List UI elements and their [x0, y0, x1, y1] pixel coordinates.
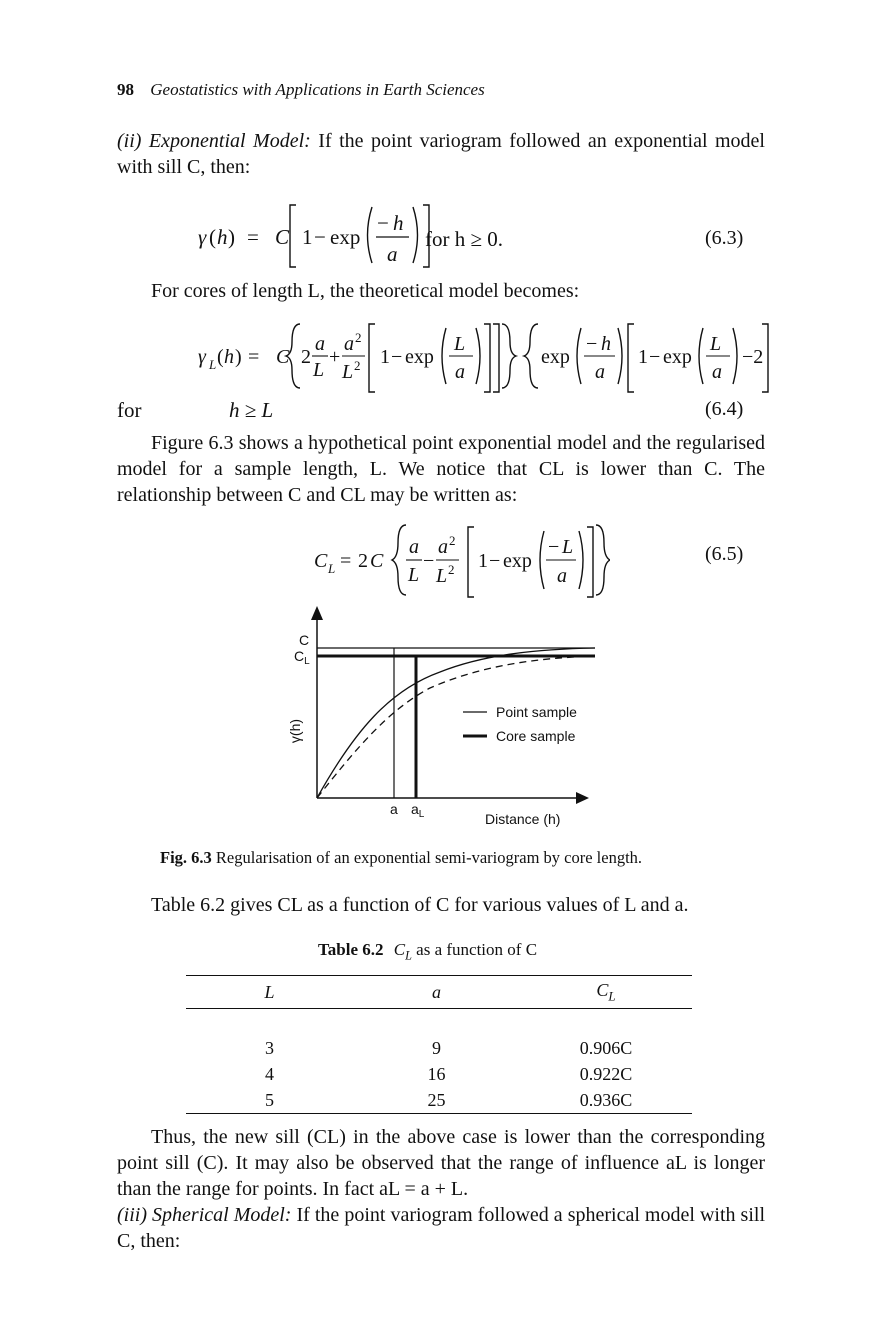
legend-point-label: Point sample [496, 704, 577, 720]
equation-6-5 [310, 515, 610, 605]
table-header-a: a [431, 981, 441, 1002]
svg-text:a: a [455, 361, 465, 383]
section-iii-paragraph [117, 1202, 765, 1254]
section-iii-text: If the point variogram followed a spherical model with sill C, then: [117, 1204, 765, 1252]
table-row [186, 1087, 692, 1113]
svg-text:L: L [436, 565, 448, 587]
table-cell: 16 [427, 1063, 446, 1084]
figure-caption [160, 848, 642, 868]
tick-a: a [390, 801, 398, 817]
eq64-number: (6.4) [705, 398, 744, 420]
svg-text:=: = [248, 346, 260, 368]
equation-6-3 [190, 195, 650, 275]
running-title: Geostatistics with Applications in Earth Sciences [150, 80, 485, 99]
equation-6-4 [190, 312, 770, 400]
section-ii-number: (ii) [117, 130, 142, 152]
svg-text:h: h [224, 346, 234, 368]
table-paragraph: Table 6.2 gives CL as a function of C for various values of L and a. [151, 894, 689, 916]
table-cell: 0.922C [579, 1063, 633, 1084]
page-number: 98 [117, 80, 134, 99]
svg-text:C: C [370, 550, 384, 572]
section-iii-name: Spherical Model: [152, 1204, 292, 1226]
table-header-cl: $C_L$ [596, 979, 616, 1004]
table-cell: 0.936C [579, 1089, 633, 1110]
svg-text:(: ( [217, 346, 224, 368]
svg-text:a: a [344, 333, 354, 355]
svg-text:C: C [276, 346, 290, 368]
svg-text:a: a [712, 361, 722, 383]
section-ii-name: Exponential Model: [148, 130, 311, 152]
x-axis-arrow [576, 792, 589, 804]
table-header-l: L [264, 981, 275, 1002]
tick-c: C [299, 632, 310, 648]
cores-paragraph: For cores of length L, the theoretical model becomes: [151, 280, 580, 302]
svg-text:γ: γ [198, 346, 206, 368]
core-sample-curve [317, 656, 595, 798]
svg-text:−: − [391, 346, 403, 368]
svg-text:−: − [548, 536, 560, 558]
y-axis-label: γ(h) [287, 718, 303, 744]
x-axis-label: Distance (h) [485, 811, 561, 827]
svg-text:−: − [314, 225, 326, 249]
svg-text:2: 2 [355, 330, 362, 345]
svg-text:L: L [209, 357, 217, 372]
svg-text:exp: exp [503, 550, 532, 572]
svg-text:−: − [489, 550, 501, 572]
svg-text:C: C [275, 225, 290, 249]
tick-cl: $C_L$ [294, 648, 310, 667]
caption-label: Fig. 6.3 [160, 848, 212, 867]
eq64-for: for [117, 398, 142, 422]
running-header [117, 80, 485, 100]
point-sample-curve [317, 648, 595, 798]
section-ii-paragraph [117, 128, 765, 180]
y-axis-arrow [311, 606, 323, 620]
table-cell: 0.906C [579, 1037, 633, 1058]
eq63-number: (6.3) [705, 227, 744, 249]
table-6-2 [186, 975, 692, 1114]
svg-text:−: − [423, 550, 435, 572]
svg-text:a: a [409, 536, 419, 558]
svg-text:−: − [586, 333, 598, 355]
table-cell: 25 [427, 1089, 446, 1110]
svg-text:2: 2 [358, 550, 368, 572]
svg-text:C: C [314, 550, 328, 572]
svg-text:L: L [313, 359, 325, 381]
svg-text:exp: exp [541, 346, 570, 368]
svg-text:exp: exp [405, 346, 434, 368]
table-cell: 3 [264, 1037, 274, 1058]
svg-text:a: a [315, 333, 325, 355]
eq64-condition: h ≥ L [229, 398, 274, 422]
svg-text:1: 1 [638, 346, 648, 368]
eq65-number: (6.5) [705, 543, 744, 565]
table-cell: 4 [264, 1063, 274, 1084]
table-cell: 5 [264, 1089, 274, 1110]
svg-text:h: h [601, 333, 611, 355]
table-label: Table 6.2 [318, 940, 384, 959]
svg-text:1: 1 [478, 550, 488, 572]
svg-text:h: h [393, 211, 404, 235]
thus-paragraph: Thus, the new sill (CL) in the above case is lower than the corresponding point sill (C). It may also be observed that the range of influence aL is longer than the range for points. In fact aL = a + L. [117, 1126, 765, 1200]
svg-text:L: L [342, 361, 354, 383]
svg-text:−2: −2 [742, 346, 764, 368]
svg-text:=: = [247, 225, 259, 249]
svg-text:L: L [562, 536, 574, 558]
table-row [186, 1061, 692, 1087]
svg-text:L: L [328, 561, 336, 576]
svg-text:): ) [228, 225, 235, 249]
svg-text:γ: γ [198, 225, 207, 249]
svg-text:h: h [217, 225, 228, 249]
figure-6-3 [270, 600, 610, 835]
svg-text:L: L [454, 333, 466, 355]
svg-text:=: = [340, 550, 352, 572]
svg-text:−: − [649, 346, 661, 368]
svg-text:exp: exp [330, 225, 361, 249]
table-row [186, 1035, 692, 1061]
section-iii-number: (iii) [117, 1204, 147, 1226]
svg-text:a: a [438, 536, 448, 558]
svg-text:L: L [408, 564, 420, 586]
svg-text:2: 2 [448, 562, 455, 577]
tick-al: $a_L$ [411, 801, 425, 820]
figure-paragraph: Figure 6.3 shows a hypothetical point exponential model and the regularised model for a sample length, L. We notice that CL is lower than C. The relationship between C and CL may be written as: [117, 432, 765, 506]
svg-text:L: L [710, 333, 722, 355]
svg-text:exp: exp [663, 346, 692, 368]
table-cell: 9 [431, 1037, 441, 1058]
svg-text:2: 2 [449, 533, 456, 548]
svg-text:1: 1 [380, 346, 390, 368]
svg-text:): ) [235, 346, 242, 368]
svg-text:a: a [387, 242, 398, 266]
svg-text:a: a [557, 565, 567, 587]
table-title: Table 6.2 $C_L$ as a function of C [318, 940, 538, 963]
svg-text:+: + [329, 346, 341, 368]
svg-text:a: a [595, 361, 605, 383]
section-ii-text: If the point variogram followed an exponential model with sill C, then: [117, 130, 765, 178]
svg-text:(: ( [209, 225, 216, 249]
svg-text:2: 2 [354, 358, 361, 373]
svg-text:1: 1 [302, 225, 313, 249]
svg-text:−: − [377, 211, 389, 235]
eq63-condition: for h ≥ 0. [425, 227, 504, 251]
svg-text:2: 2 [301, 346, 311, 368]
legend-core-label: Core sample [496, 728, 576, 744]
table-title-text: as a function of C [416, 940, 538, 959]
caption-text: Regularisation of an exponential semi-variogram by core length. [215, 848, 643, 867]
